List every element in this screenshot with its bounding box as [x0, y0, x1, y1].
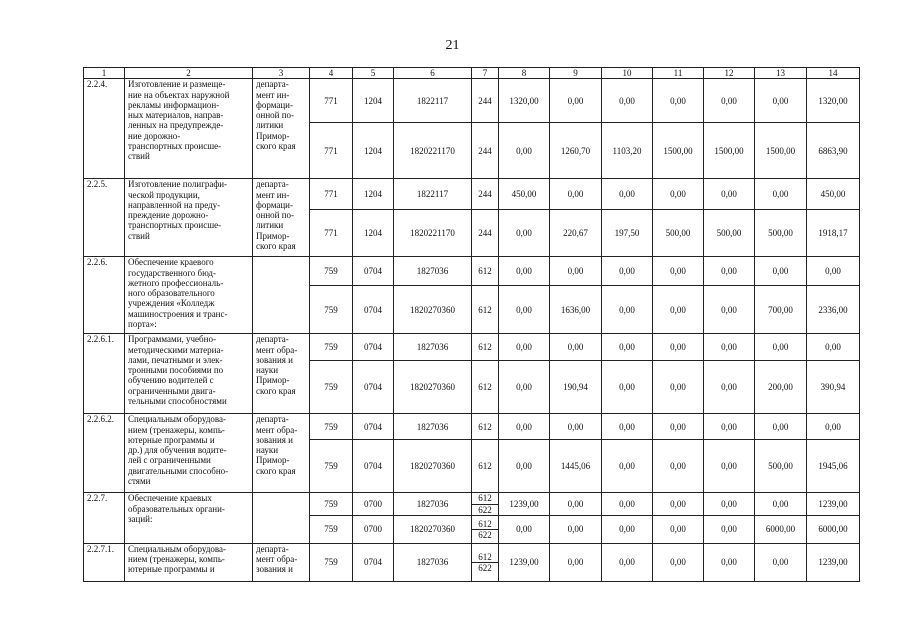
table-row [84, 334, 860, 361]
cell-vr: 244 [472, 79, 499, 123]
cell-v8: 1239,00 [499, 543, 550, 581]
header-cell: 11 [653, 68, 704, 79]
cell-v9: 0,00 [550, 334, 602, 361]
header-cell: 9 [550, 68, 602, 79]
cell-vr: 612 [472, 334, 499, 361]
cell-v10: 0,00 [602, 515, 653, 543]
cell-v11: 0,00 [653, 515, 704, 543]
cell-vr [472, 543, 499, 581]
item-name: Программами, учебно- методическими материа- лами, печатными и элек- тронными пособиями по обучению водителей с ограниченными двига- тельными способностями [125, 334, 253, 414]
cell-vr: 244 [472, 179, 499, 210]
cell-kvsr: 759 [310, 334, 353, 361]
cell-v11: 0,00 [653, 493, 704, 516]
cell-vr-part: 622 [472, 562, 498, 573]
header-cell: 8 [499, 68, 550, 79]
cell-v14: 1918,17 [807, 210, 860, 257]
cell-vr-part: 612 [478, 551, 492, 562]
cell-csr: 1827036 [394, 543, 472, 581]
cell-v10: 197,50 [602, 210, 653, 257]
item-name: Изготовление и размеще- ние на объектах наружной рекламы информацион- ных материалов, направ- ленных на предупрежде- ние дорожно- транспортных происше- ствий [125, 79, 253, 179]
cell-v12: 0,00 [704, 414, 755, 440]
cell-v8: 0,00 [499, 123, 550, 179]
cell-vr [472, 515, 499, 543]
cell-v8: 0,00 [499, 515, 550, 543]
cell-v11: 0,00 [653, 286, 704, 334]
cell-vr: 612 [472, 286, 499, 334]
cell-csr: 1822117 [394, 79, 472, 123]
item-executor: департа- мент ин- формаци- онной по- литики Примор- ского края [253, 79, 310, 179]
cell-v13: 0,00 [755, 179, 807, 210]
cell-csr: 1827036 [394, 257, 472, 286]
cell-vr: 244 [472, 210, 499, 257]
cell-v12: 1500,00 [704, 123, 755, 179]
item-number: 2.2.6.2. [84, 414, 125, 493]
cell-vr: 244 [472, 123, 499, 179]
cell-v8: 1239,00 [499, 493, 550, 516]
cell-rz-pr: 1204 [353, 123, 394, 179]
cell-v9: 190,94 [550, 361, 602, 414]
cell-rz-pr: 0704 [353, 543, 394, 581]
cell-v13: 0,00 [755, 257, 807, 286]
cell-v14: 6000,00 [807, 515, 860, 543]
cell-v9: 0,00 [550, 79, 602, 123]
header-row [84, 68, 860, 79]
item-number: 2.2.5. [84, 179, 125, 257]
cell-v13: 6000,00 [755, 515, 807, 543]
cell-rz-pr: 1204 [353, 210, 394, 257]
cell-v13: 200,00 [755, 361, 807, 414]
cell-vr-part: 612 [478, 518, 492, 529]
cell-v11: 0,00 [653, 79, 704, 123]
item-executor: департа- мент ин- формаци- онной по- литики Примор- ского края [253, 179, 310, 257]
cell-v10: 0,00 [602, 286, 653, 334]
cell-v13: 0,00 [755, 493, 807, 516]
cell-rz-pr: 0700 [353, 515, 394, 543]
item-executor [253, 493, 310, 544]
item-name: Изготовление полиграфи- ческой продукции, направленной на преду- преждение дорожно- транспортных происше- ствий [125, 179, 253, 257]
cell-kvsr: 759 [310, 361, 353, 414]
table-row [84, 543, 860, 581]
cell-csr: 1820270360 [394, 286, 472, 334]
cell-kvsr: 759 [310, 286, 353, 334]
table-row [84, 414, 860, 440]
cell-kvsr: 759 [310, 493, 353, 516]
cell-kvsr: 759 [310, 440, 353, 493]
cell-v12: 0,00 [704, 79, 755, 123]
header-cell: 12 [704, 68, 755, 79]
cell-v12: 0,00 [704, 543, 755, 581]
header-cell: 4 [310, 68, 353, 79]
cell-v13: 0,00 [755, 334, 807, 361]
cell-v13: 500,00 [755, 210, 807, 257]
cell-v12: 0,00 [704, 361, 755, 414]
cell-v10: 0,00 [602, 257, 653, 286]
item-executor: департа- мент обра- зования и [253, 543, 310, 581]
cell-v8: 0,00 [499, 334, 550, 361]
cell-v14: 0,00 [807, 257, 860, 286]
cell-v13: 0,00 [755, 543, 807, 581]
header-cell: 2 [125, 68, 253, 79]
cell-vr: 612 [472, 440, 499, 493]
cell-v9: 0,00 [550, 493, 602, 516]
cell-kvsr: 759 [310, 414, 353, 440]
cell-v10: 0,00 [602, 414, 653, 440]
cell-v9: 1260,70 [550, 123, 602, 179]
cell-v8: 0,00 [499, 361, 550, 414]
cell-csr: 1820270360 [394, 361, 472, 414]
cell-v9: 0,00 [550, 179, 602, 210]
cell-v10: 0,00 [602, 334, 653, 361]
cell-csr: 1820270360 [394, 440, 472, 493]
cell-csr: 1827036 [394, 493, 472, 516]
cell-v11: 0,00 [653, 334, 704, 361]
cell-v12: 0,00 [704, 334, 755, 361]
cell-v11: 0,00 [653, 414, 704, 440]
cell-csr: 1827036 [394, 334, 472, 361]
cell-vr: 612 [472, 257, 499, 286]
cell-vr-part: 622 [472, 504, 498, 515]
cell-v8: 0,00 [499, 286, 550, 334]
cell-rz-pr: 0704 [353, 414, 394, 440]
cell-v10: 0,00 [602, 179, 653, 210]
page-number: 21 [445, 38, 460, 53]
cell-kvsr: 759 [310, 257, 353, 286]
cell-v10: 0,00 [602, 493, 653, 516]
item-number: 2.2.7.1. [84, 543, 125, 581]
cell-v13: 1500,00 [755, 123, 807, 179]
header-cell: 6 [394, 68, 472, 79]
header-cell: 14 [807, 68, 860, 79]
cell-v13: 0,00 [755, 414, 807, 440]
cell-v12: 500,00 [704, 210, 755, 257]
cell-v10: 0,00 [602, 79, 653, 123]
cell-v9: 0,00 [550, 257, 602, 286]
cell-v11: 0,00 [653, 543, 704, 581]
table-row [84, 493, 860, 516]
cell-v11: 0,00 [653, 179, 704, 210]
item-executor: департа- мент обра- зования и науки Примор- ского края [253, 334, 310, 414]
item-name: Обеспечение краевых образовательных органи- заций: [125, 493, 253, 544]
item-number: 2.2.4. [84, 79, 125, 179]
cell-kvsr: 771 [310, 123, 353, 179]
cell-rz-pr: 0704 [353, 334, 394, 361]
cell-v13: 500,00 [755, 440, 807, 493]
cell-v9: 220,67 [550, 210, 602, 257]
item-number: 2.2.7. [84, 493, 125, 544]
header-cell: 1 [84, 68, 125, 79]
cell-csr: 1820221170 [394, 123, 472, 179]
cell-v14: 6863,90 [807, 123, 860, 179]
cell-v14: 1320,00 [807, 79, 860, 123]
cell-v8: 0,00 [499, 440, 550, 493]
cell-v8: 1320,00 [499, 79, 550, 123]
cell-v8: 450,00 [499, 179, 550, 210]
cell-v12: 0,00 [704, 257, 755, 286]
cell-csr: 1822117 [394, 179, 472, 210]
cell-vr-part: 612 [478, 493, 492, 504]
cell-vr: 612 [472, 361, 499, 414]
item-number: 2.2.6.1. [84, 334, 125, 414]
item-number: 2.2.6. [84, 257, 125, 334]
cell-v12: 0,00 [704, 515, 755, 543]
cell-kvsr: 771 [310, 79, 353, 123]
cell-vr: 612 [472, 414, 499, 440]
table-row [84, 179, 860, 210]
cell-v11: 0,00 [653, 440, 704, 493]
table-row [84, 79, 860, 123]
cell-v14: 450,00 [807, 179, 860, 210]
cell-v14: 0,00 [807, 334, 860, 361]
cell-rz-pr: 1204 [353, 79, 394, 123]
cell-kvsr: 771 [310, 179, 353, 210]
cell-kvsr: 771 [310, 210, 353, 257]
item-name: Специальным оборудова- нием (тренажеры, компь- ютерные программы и [125, 543, 253, 581]
cell-v10: 1103,20 [602, 123, 653, 179]
item-name: Обеспечение краевого государственного бюд- жетного профессиональ- ного образовательного учреждения «Колледж машиностроения и транс- порта»: [125, 257, 253, 334]
cell-kvsr: 759 [310, 543, 353, 581]
cell-v9: 0,00 [550, 543, 602, 581]
cell-v11: 0,00 [653, 257, 704, 286]
cell-v10: 0,00 [602, 440, 653, 493]
header-cell: 7 [472, 68, 499, 79]
cell-v12: 0,00 [704, 179, 755, 210]
cell-v11: 500,00 [653, 210, 704, 257]
cell-v14: 1945,06 [807, 440, 860, 493]
cell-v13: 0,00 [755, 79, 807, 123]
header-cell: 10 [602, 68, 653, 79]
cell-kvsr: 759 [310, 515, 353, 543]
header-cell: 13 [755, 68, 807, 79]
item-name: Специальным оборудова- нием (тренажеры, компь- ютерные программы и др.) для обучения водите- лей с ограниченными двигательными способно- стями [125, 414, 253, 493]
cell-rz-pr: 0704 [353, 440, 394, 493]
cell-rz-pr: 0704 [353, 257, 394, 286]
cell-v9: 1636,00 [550, 286, 602, 334]
cell-v12: 0,00 [704, 286, 755, 334]
item-executor [253, 257, 310, 334]
cell-v8: 0,00 [499, 257, 550, 286]
cell-v10: 0,00 [602, 543, 653, 581]
header-cell: 5 [353, 68, 394, 79]
cell-v9: 0,00 [550, 515, 602, 543]
cell-vr [472, 493, 499, 516]
cell-rz-pr: 0704 [353, 361, 394, 414]
table-row [84, 257, 860, 286]
cell-v14: 0,00 [807, 414, 860, 440]
cell-v11: 1500,00 [653, 123, 704, 179]
cell-v11: 0,00 [653, 361, 704, 414]
cell-v14: 2336,00 [807, 286, 860, 334]
cell-v9: 1445,06 [550, 440, 602, 493]
cell-v14: 390,94 [807, 361, 860, 414]
cell-rz-pr: 1204 [353, 179, 394, 210]
cell-v12: 0,00 [704, 440, 755, 493]
cell-v14: 1239,00 [807, 543, 860, 581]
cell-v8: 0,00 [499, 414, 550, 440]
cell-v8: 0,00 [499, 210, 550, 257]
cell-rz-pr: 0704 [353, 286, 394, 334]
cell-rz-pr: 0700 [353, 493, 394, 516]
cell-v9: 0,00 [550, 414, 602, 440]
cell-v13: 700,00 [755, 286, 807, 334]
cell-vr-part: 622 [472, 529, 498, 540]
cell-csr: 1820270360 [394, 515, 472, 543]
cell-v10: 0,00 [602, 361, 653, 414]
item-executor: департа- мент обра- зования и науки Примор- ского края [253, 414, 310, 493]
cell-csr: 1827036 [394, 414, 472, 440]
cell-v12: 0,00 [704, 493, 755, 516]
cell-csr: 1820221170 [394, 210, 472, 257]
header-cell: 3 [253, 68, 310, 79]
cell-v14: 1239,00 [807, 493, 860, 516]
budget-table [83, 67, 860, 582]
